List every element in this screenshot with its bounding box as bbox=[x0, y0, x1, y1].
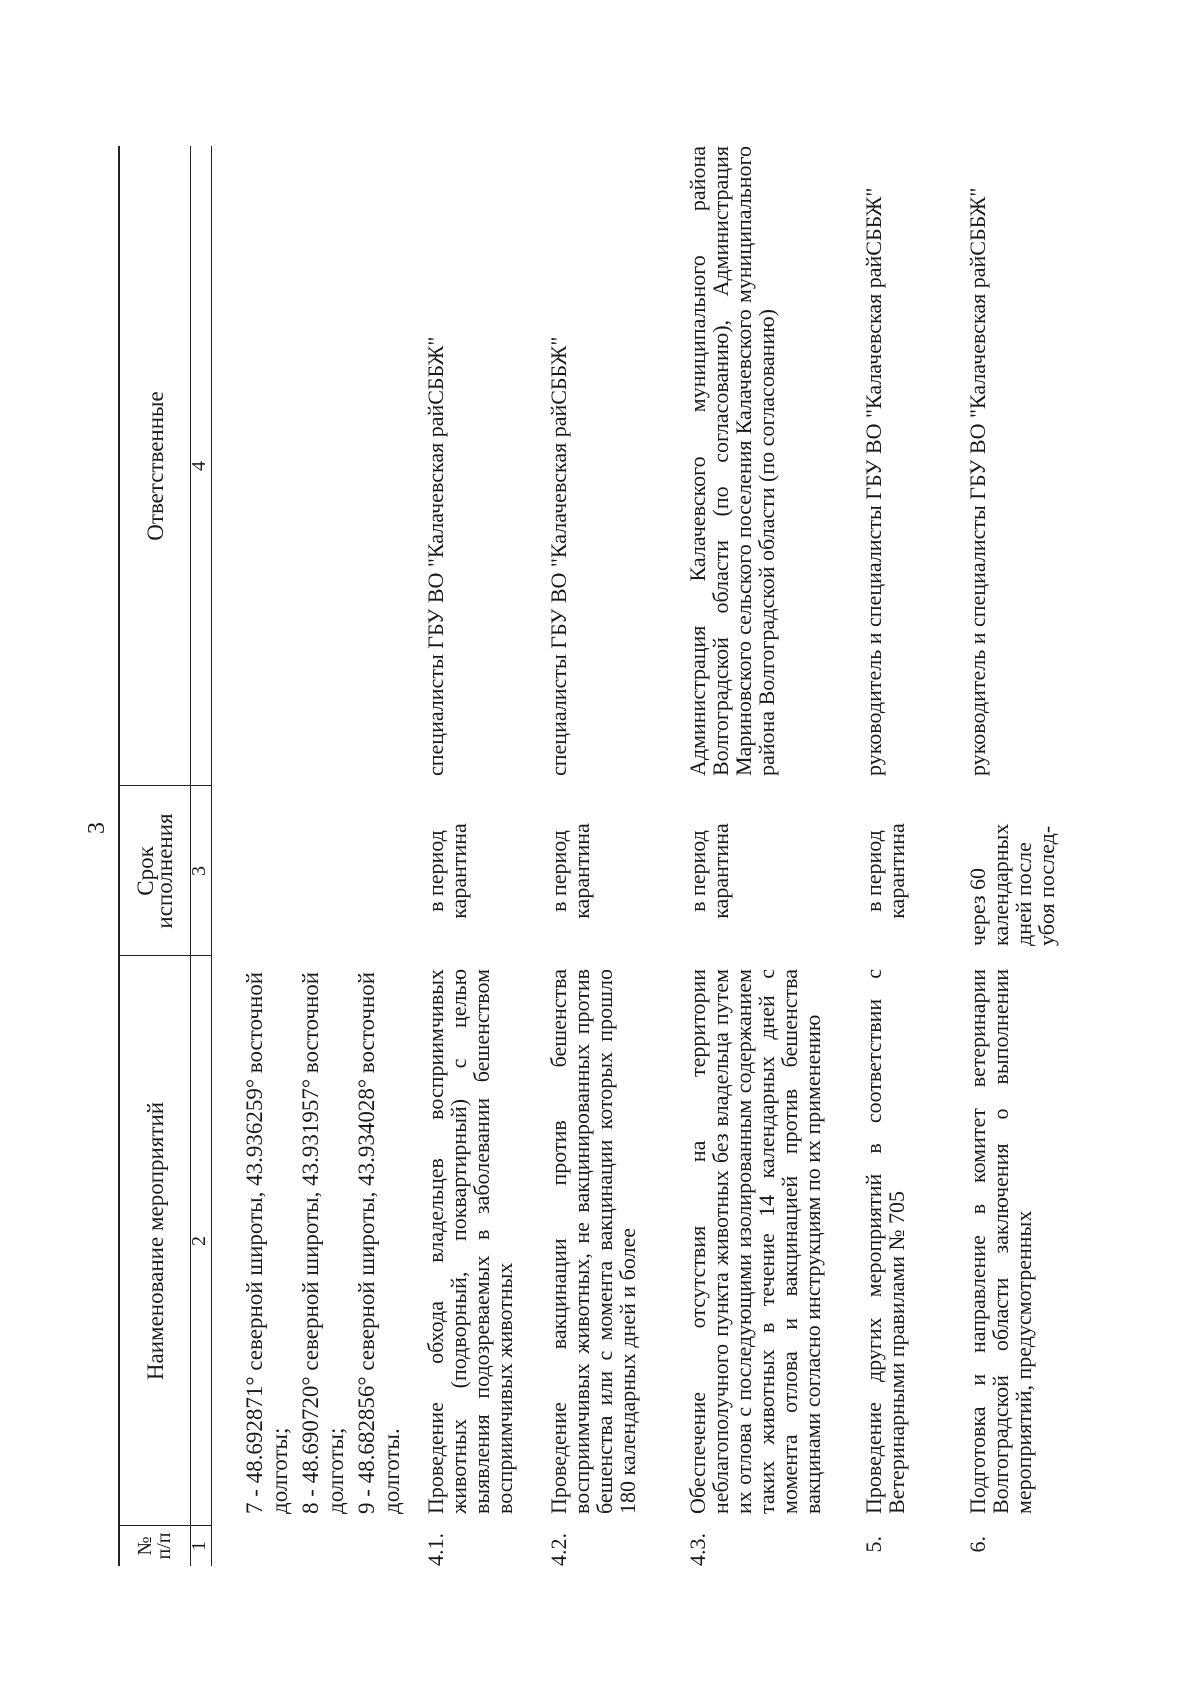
coordinate-line: 9 - 48.682856° северной широты, 43.934028° восточной долготы. bbox=[354, 971, 404, 1514]
row-responsible: специалисты ГБУ ВО "Калачевская райСББЖ" bbox=[546, 336, 571, 776]
row-term: в период карантина bbox=[685, 823, 733, 919]
column-number: 1 bbox=[188, 1541, 210, 1551]
row-number: 4.1. bbox=[423, 1533, 448, 1566]
header-term: Срок исполнения bbox=[133, 813, 177, 929]
column-number: 2 bbox=[188, 1236, 210, 1246]
row-responsible: руководитель и специалисты ГБУ ВО "Калачевская райСББЖ" bbox=[965, 187, 990, 776]
coordinate-line: 8 - 48.690720° северной широты, 43.931957° восточной долготы; bbox=[298, 971, 348, 1514]
row-name: Обеспечение отсутствия на территории неблагополучного пункта животных без владельца путем их отлова с последующими изолированным содержанием таких животных в течение 14 календарных дней с момента отлова и вакцинацией против бешенства вакцинами согласно инструкциям по их применению bbox=[685, 969, 825, 1514]
coordinate-line: 7 - 48.692871° северной широты, 43.936259° восточной долготы; bbox=[242, 971, 292, 1514]
table-header bbox=[118, 146, 191, 1566]
page-number: 3 bbox=[84, 822, 110, 834]
row-name: Проведение вакцинации против бешенства восприимчивых животных, не вакцинированных против бешенства или с момента вакцинации которых прошло 180 календарных дней и более bbox=[546, 969, 640, 1514]
header-name: Наименование мероприятий bbox=[142, 1101, 168, 1381]
row-number: 4.3. bbox=[685, 1533, 710, 1566]
row-term: в период карантина bbox=[546, 823, 594, 919]
row-responsible: специалисты ГБУ ВО "Калачевская райСББЖ" bbox=[423, 336, 448, 776]
row-term: в период карантина bbox=[423, 823, 471, 919]
row-number: 4.2. bbox=[546, 1533, 571, 1566]
header-num: № п/п bbox=[134, 1532, 175, 1560]
column-number: 3 bbox=[188, 866, 210, 876]
row-number: 6. bbox=[965, 1536, 990, 1553]
row-name: Проведение обхода владельцев восприимчивых животных (подворный, поквартирный) с целью выявления подозреваемых в заболевании бешенством восприимчивых животных bbox=[423, 969, 517, 1514]
column-number: 4 bbox=[188, 461, 210, 471]
measures-table bbox=[118, 146, 1059, 1566]
header-resp: Ответственные bbox=[142, 391, 168, 541]
row-number: 5. bbox=[861, 1536, 886, 1553]
row-term: через 60 календарных дней после убоя послед- bbox=[965, 823, 1059, 946]
row-name: Подготовка и направление в комитет ветеринарии Волгоградской области заключения о выполнении мероприятий, предусмотренных bbox=[965, 969, 1036, 1514]
column-numbers-row bbox=[188, 146, 212, 1566]
row-responsible: Администрация Калачевского муниципального района Волгоградской области (по согласованию), Администрация Мариновского сельского поселения Калачевского муниципального района Волгоградской области (по согласованию) bbox=[685, 146, 779, 776]
row-responsible: руководитель и специалисты ГБУ ВО "Калачевская райСББЖ" bbox=[861, 187, 886, 776]
row-term: в период карантина bbox=[861, 823, 909, 919]
row-name: Проведение других мероприятий в соответствии с Ветеринарными правилами № 705 bbox=[861, 969, 909, 1514]
